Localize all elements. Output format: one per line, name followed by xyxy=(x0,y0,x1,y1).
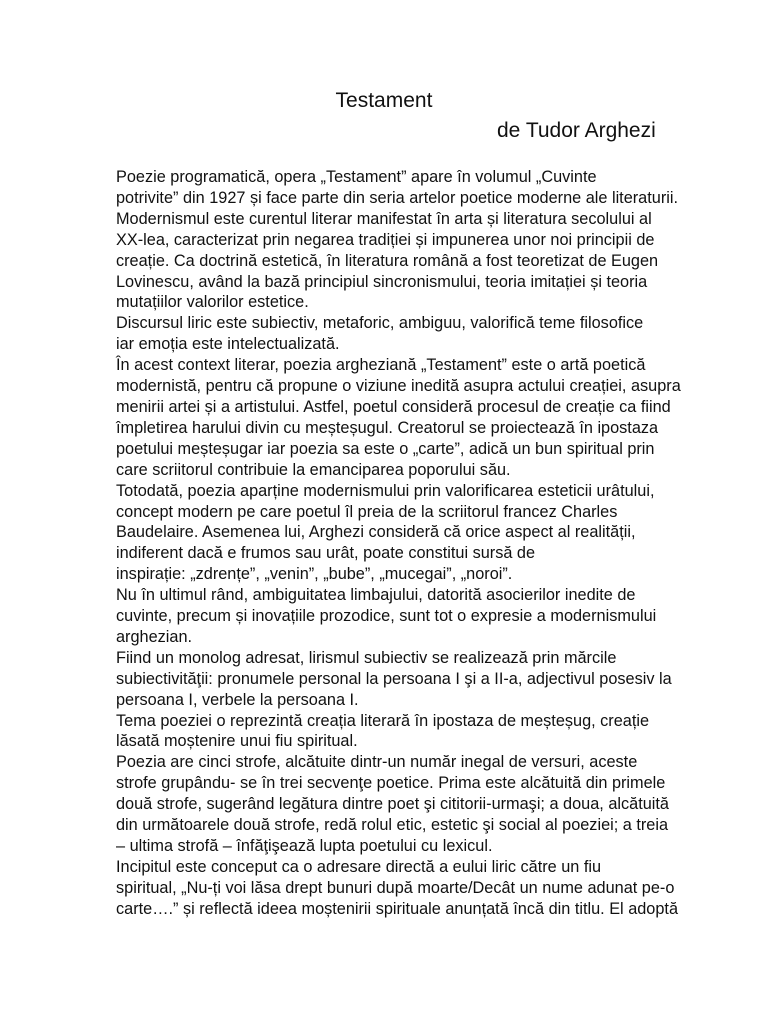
paragraph xyxy=(85,313,677,355)
text-line: Incipitul este conceput ca o adresare directă a eului liric către un fiu xyxy=(116,857,602,876)
paragraph xyxy=(85,585,677,648)
text-line: menirii artei și a artistului. Astfel, poetul consideră procesul de creație ca fiind xyxy=(116,397,671,416)
text-line: – ultima strofă – înfăţişează lupta poetului cu lexicul. xyxy=(116,837,493,855)
text-line: Totodată, poezia aparține modernismului prin valorificarea esteticii urâtului, xyxy=(116,481,655,500)
text-line: inspirație: „zdrențe”, „venin”, „bube”, „mucegai”, „noroi”. xyxy=(116,565,513,584)
text-line: Tema poeziei o reprezintă creația literară în ipostaza de meșteșug, creație xyxy=(116,711,650,730)
text-line: care scriitorul contribuie la emanciparea poporului său. xyxy=(116,460,511,479)
text-line: Discursul liric este subiectiv, metaforic, ambiguu, valorifică teme filosofice xyxy=(116,314,644,333)
text-line: Modernismul este curentul literar manifestat în arta și literatura secolului al xyxy=(116,209,652,228)
text-line: concept modern pe care poetul îl preia de la scriitorul francez Charles xyxy=(116,502,618,521)
text-line: arghezian. xyxy=(116,627,193,646)
text-line: modernistă, pentru că propune o viziune inedită asupra actului creației, asupra xyxy=(116,377,681,396)
text-line: În acest context literar, poezia argheziană „Testament” este o artă poetică xyxy=(116,356,646,375)
paragraph xyxy=(85,209,677,314)
text-line: Nu în ultimul rând, ambiguitatea limbajului, datorită asocierilor inedite de xyxy=(116,586,636,605)
text-line: poetului meșteșugar iar poezia sa este o „carte”, adică un bun spiritual prin xyxy=(116,439,655,458)
text-line: din următoarele două strofe, redă rolul etic, estetic şi social al poeziei; a treia xyxy=(116,816,669,835)
document-author: de Tudor Arghezi xyxy=(497,119,656,142)
text-line: Poezia are cinci strofe, alcătuite dintr-un număr inegal de versuri, aceste xyxy=(116,753,638,772)
text-line: Fiind un monolog adresat, lirismul subiectiv se realizează prin mărcile xyxy=(116,648,617,667)
text-line: potrivite” din 1927 și face parte din seria artelor poetice moderne ale literaturii. xyxy=(116,188,678,207)
text-line: iar emoția este intelectualizată. xyxy=(116,335,340,354)
text-line: cuvinte, precum și inovațiile prozodice, sunt tot o expresie a modernismului xyxy=(116,607,657,626)
text-line: carte….” și reflectă ideea moștenirii spirituale anunțată încă din titlu. El adoptă xyxy=(116,899,678,918)
paragraph xyxy=(85,752,677,857)
paragraph xyxy=(85,167,677,209)
document-title: Testament xyxy=(335,89,433,112)
text-line: Baudelaire. Asemenea lui, Arghezi consideră că orice aspect al realității, xyxy=(116,523,636,542)
paragraph xyxy=(85,648,677,711)
text-line: indiferent dacă e frumos sau urât, poate constitui sursă de xyxy=(116,544,536,563)
text-line: creație. Ca doctrină estetică, în literatura română a fost teoretizat de Eugen xyxy=(116,251,659,270)
text-line: Lovinescu, având la bază principiul sincronismului, teoria imitației și teoria xyxy=(116,272,648,291)
paragraph xyxy=(85,481,677,586)
text-line: strofe grupându- se în trei secvenţe poetice. Prima este alcătuită din primele xyxy=(116,774,666,793)
text-line: lăsată moștenire unui fiu spiritual. xyxy=(116,732,358,751)
text-line: spiritual, „Nu-ți voi lăsa drept bunuri după moarte/Decât un nume adunat pe-o xyxy=(116,878,675,897)
text-line: XX-lea, caracterizat prin negarea tradiției și impunerea unor noi principii de xyxy=(116,230,655,249)
text-line: două strofe, sugerând legătura dintre poet şi cititorii-urmaşi; a doua, alcătuită xyxy=(116,795,669,814)
text-line: persoana I, verbele la persoana I. xyxy=(116,690,359,709)
text-line: împletirea harului divin cu meșteșugul. Creatorul se proiectează în ipostaza xyxy=(116,418,659,437)
text-line: Poezie programatică, opera „Testament” apare în volumul „Cuvinte xyxy=(116,168,597,186)
paragraph xyxy=(85,711,677,753)
text-line: mutațiilor valorilor estetice. xyxy=(116,293,309,312)
document-body xyxy=(85,167,681,920)
text-line: subiectivităţii: pronumele personal la persoana I şi a II-a, adjectivul posesiv la xyxy=(116,669,672,688)
paragraph xyxy=(85,857,677,920)
paragraph xyxy=(85,355,681,480)
